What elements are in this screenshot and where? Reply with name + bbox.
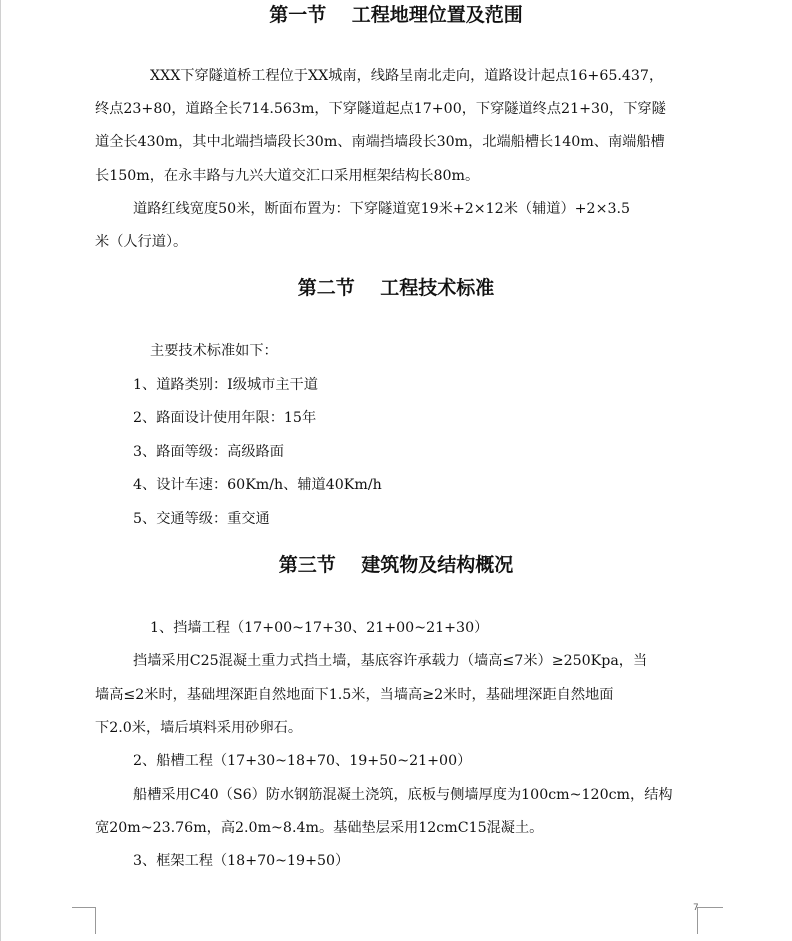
section-3-line: 下2.0米，墙后填料采用砂卵石。 xyxy=(95,720,303,736)
section-3-line: 船槽采用C40（S6）防水钢筋混凝土浇筑，底板与侧墙厚度为100cm~120cm，结构 xyxy=(133,787,673,803)
section-3-title: 第三节 建筑物及结构概况 xyxy=(278,554,514,576)
section-2-intro: 主要技术标准如下： xyxy=(150,343,278,359)
standard-item: 3、路面等级：高级路面 xyxy=(133,444,284,460)
section-2-title: 第二节 工程技术标准 xyxy=(297,277,495,299)
section-1-line: 道路红线宽度50米，断面布置为：下穿隧道宽19米+2×12米（辅道）+2×3.5 xyxy=(133,201,631,217)
crop-mark-left xyxy=(72,907,96,934)
standard-item: 2、路面设计使用年限：15年 xyxy=(133,410,317,426)
standard-item: 5、交通等级：重交通 xyxy=(133,511,270,527)
section-1-line: 终点23+80，道路全长714.563m，下穿隧道起点17+00，下穿隧道终点21+30，下穿隧 xyxy=(95,101,666,117)
crop-mark-right xyxy=(697,907,723,934)
structure-heading: 3、框架工程（18+70~19+50） xyxy=(133,853,350,869)
section-1-title: 第一节 工程地理位置及范围 xyxy=(269,4,523,26)
section-1-line: 米（人行道）。 xyxy=(95,234,188,250)
section-1-line: 长150m，在永丰路与九兴大道交汇口采用框架结构长80m。 xyxy=(95,168,480,184)
section-3-line: 挡墙采用C25混凝土重力式挡土墙，基底容许承载力（墙高≤7米）≥250Kpa，当 xyxy=(133,653,648,669)
section-3-line: 墙高≤2米时，基础埋深距自然地面下1.5米，当墙高≥2米时，基础埋深距自然地面 xyxy=(95,687,614,703)
structure-heading: 2、船槽工程（17+30~18+70、19+50~21+00） xyxy=(133,753,472,769)
structure-heading: 1、挡墙工程（17+00~17+30、21+00~21+30） xyxy=(150,620,489,636)
page-left-border xyxy=(0,0,1,941)
page-number: 7 xyxy=(693,903,699,913)
section-1-line: XXX下穿隧道桥工程位于XX城南，线路呈南北走向，道路设计起点16+65.437， xyxy=(150,68,664,84)
standard-item: 4、设计车速：60Km/h、辅道40Km/h xyxy=(133,477,382,493)
section-3-line: 宽20m~23.76m，高2.0m~8.4m。基础垫层采用12cmC15混凝土。 xyxy=(95,820,544,836)
section-1-line: 道全长430m，其中北端挡墙段长30m、南端挡墙段长30m，北端船槽长140m、南端船槽 xyxy=(95,134,665,150)
standard-item: 1、道路类别：Ⅰ级城市主干道 xyxy=(133,377,318,393)
